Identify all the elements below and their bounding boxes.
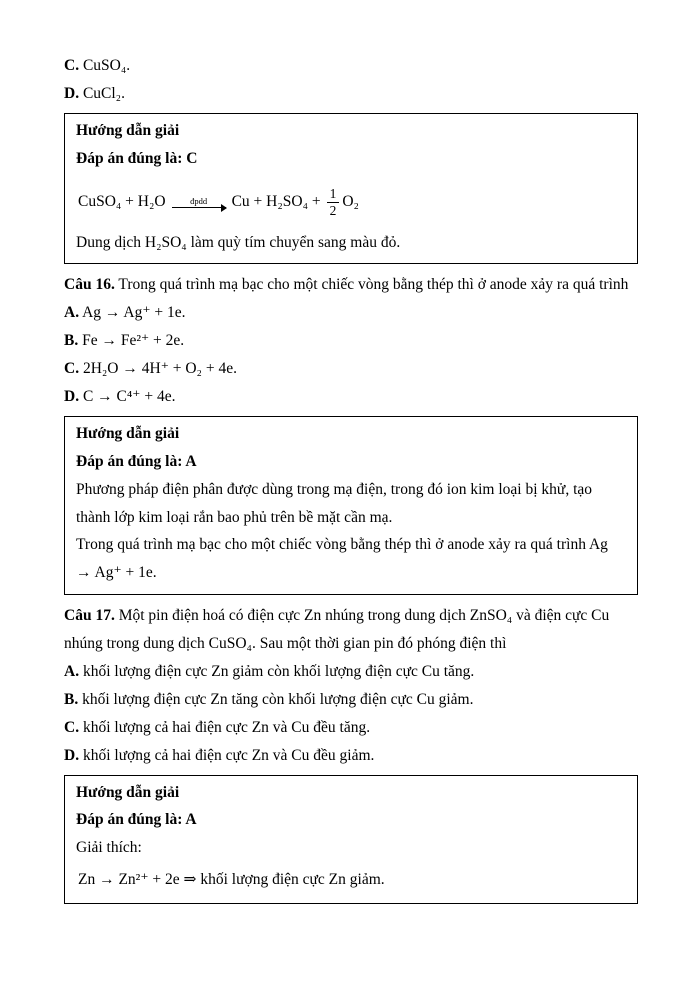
option-letter: A. bbox=[64, 663, 80, 681]
option-text: khối lượng điện cực Zn tăng còn khối lượng điện cực Cu giảm. bbox=[78, 690, 474, 708]
fraction-numerator: 1 bbox=[327, 186, 340, 203]
option-letter: B. bbox=[64, 332, 79, 350]
equation-mid: Cu + H₂SO₄ + bbox=[231, 193, 321, 211]
question-16 bbox=[64, 271, 638, 299]
solution-title bbox=[76, 117, 626, 145]
answer-option-prev-d bbox=[64, 80, 638, 108]
option-text: Ag → Ag⁺ + 1e. bbox=[79, 304, 186, 322]
solution-paragraph: Phương pháp điện phân được dùng trong mạ điện, trong đó ion kim loại bị khử, tạo thành lớp kim loại rắn bao phủ trên bề mặt cần mạ. bbox=[76, 480, 593, 526]
solution-box-1 bbox=[64, 113, 638, 265]
option-text: CuSO₄. bbox=[79, 57, 131, 74]
solution-note: Giải thích: bbox=[76, 839, 142, 857]
answer-option-17b bbox=[64, 686, 638, 714]
correct-answer bbox=[76, 806, 626, 834]
option-text: C → C⁴⁺ + 4e. bbox=[79, 388, 176, 406]
correct-answer-text: Đáp án đúng là: A bbox=[76, 811, 197, 829]
option-text: khối lượng cả hai điện cực Zn và Cu đều tăng. bbox=[79, 718, 371, 736]
option-text: khối lượng cả hai điện cực Zn và Cu đều giảm. bbox=[79, 746, 375, 764]
answer-option-16d bbox=[64, 383, 638, 411]
option-letter: D. bbox=[64, 746, 80, 764]
option-letter: D. bbox=[64, 84, 80, 102]
option-text: CuCl₂. bbox=[79, 84, 125, 102]
reaction-arrow-icon bbox=[172, 197, 226, 209]
solution-note: Dung dịch H₂SO₄ làm quỳ tím chuyển sang màu đỏ. bbox=[76, 233, 401, 251]
arrow-condition-label: đpdd bbox=[190, 195, 208, 206]
answer-option-17a bbox=[64, 658, 638, 686]
option-letter: D. bbox=[64, 388, 80, 406]
solution-box-2 bbox=[64, 416, 638, 595]
option-letter: C. bbox=[64, 360, 80, 378]
solution-box-3 bbox=[64, 775, 638, 905]
option-letter: A. bbox=[64, 304, 80, 322]
question-text: Một pin điện hoá có điện cực Zn nhúng trong dung dịch ZnSO₄ và điện cực Cu nhúng trong dung dịch CuSO₄. Sau một thời gian pin đó phóng điện thì bbox=[64, 607, 610, 653]
question-number: Câu 16. bbox=[64, 276, 115, 294]
correct-answer-text: Đáp án đúng là: A bbox=[76, 452, 197, 470]
question-number: Câu 17. bbox=[64, 607, 115, 625]
solution-title bbox=[76, 779, 626, 807]
option-letter: C. bbox=[64, 718, 80, 736]
correct-answer-text: Đáp án đúng là: C bbox=[76, 149, 198, 167]
equation-left: CuSO₄ + H₂O bbox=[78, 193, 166, 211]
electrolysis-equation bbox=[78, 182, 626, 224]
answer-option-prev-c bbox=[64, 52, 638, 80]
option-letter: B. bbox=[64, 690, 79, 708]
half-reaction-equation: Zn → Zn²⁺ + 2e ⇒ khối lượng điện cực Zn giảm. bbox=[78, 871, 385, 889]
equation-tail: O₂ bbox=[342, 193, 359, 211]
option-text: Fe → Fe²⁺ + 2e. bbox=[78, 332, 185, 350]
question-17 bbox=[64, 602, 638, 658]
option-text: khối lượng điện cực Zn giảm còn khối lượng điện cực Cu tăng. bbox=[79, 663, 475, 681]
question-text: Trong quá trình mạ bạc cho một chiếc vòng bằng thép thì ở anode xảy ra quá trình bbox=[114, 276, 629, 294]
correct-answer bbox=[76, 448, 626, 476]
correct-answer bbox=[76, 145, 626, 173]
fraction-denominator: 2 bbox=[329, 203, 337, 219]
answer-option-16a bbox=[64, 299, 638, 327]
solution-title-text: Hướng dẫn giải bbox=[76, 424, 180, 442]
fraction-one-half bbox=[327, 186, 340, 219]
answer-option-17c bbox=[64, 714, 638, 742]
option-text: 2H₂O → 4H⁺ + O₂ + 4e. bbox=[79, 360, 237, 378]
solution-title-text: Hướng dẫn giải bbox=[76, 121, 180, 139]
answer-option-17d bbox=[64, 742, 638, 770]
answer-option-16c bbox=[64, 355, 638, 383]
solution-title bbox=[76, 420, 626, 448]
answer-option-16b bbox=[64, 327, 638, 355]
solution-paragraph: Trong quá trình mạ bạc cho một chiếc vòng bằng thép thì ở anode xảy ra quá trình Ag → Ag⁺ + 1e. bbox=[76, 536, 608, 582]
option-letter: C. bbox=[64, 57, 80, 74]
solution-title-text: Hướng dẫn giải bbox=[76, 783, 180, 801]
arrow-line bbox=[172, 207, 226, 208]
